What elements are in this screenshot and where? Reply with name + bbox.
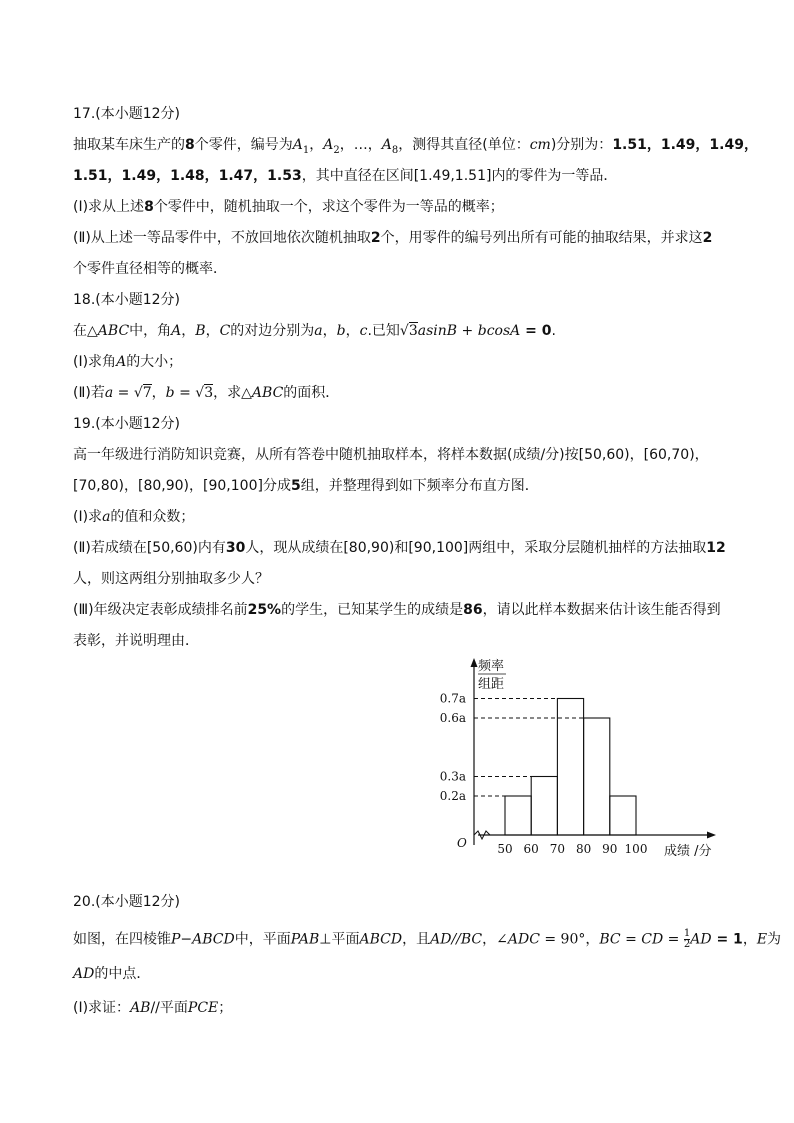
origin-label: O bbox=[457, 836, 467, 850]
histogram-bar bbox=[584, 718, 610, 835]
q17-part2-cont: 个零件直径相等的概率． bbox=[73, 261, 227, 277]
x-axis-arrow bbox=[707, 832, 716, 839]
q18-text-line1: 在△ABC中，角A，B，C的对边分别为a，b，c.已知√3asinB + bcosA = 0. bbox=[73, 323, 556, 339]
q17-part2: (Ⅱ)从上述一等品零件中，不放回地依次随机抽取2个，用零件的编号列出所有可能的抽取结果，并求这2 bbox=[73, 230, 713, 246]
fraction-one-half: $\frac{1}{2}$ bbox=[683, 928, 691, 950]
q17-header: 17.(本小题12分) bbox=[73, 106, 181, 122]
y-axis-label-top: 频率 bbox=[478, 659, 505, 674]
q20-header: 20.(本小题12分) bbox=[73, 894, 181, 910]
y-axis-label-bottom: 组距 bbox=[478, 677, 505, 692]
q19-text-line2: [70,80)，[80,90)，[90,100]分成5组，并整理得到如下频率分布直方图． bbox=[73, 478, 539, 494]
q17-text-line2: 1.51，1.49，1.48，1.47，1.53，其中直径在区间[1.49,1.51]内的零件为一等品． bbox=[73, 168, 618, 184]
q19-part2-cont: 人，则这两组分别抽取多少人？ bbox=[73, 571, 269, 587]
q20-text-line1: 如图，在四棱锥P−ABCD中，平面PAB⊥平面ABCD，且AD//BC，∠ADC = 90°，BC = CD = $\frac{1}{2}$ AD = 1，E为 bbox=[73, 928, 782, 950]
q18-part2: (Ⅱ)若a = √7，b = √3，求△ABC的面积． bbox=[73, 385, 340, 401]
x-tick-label: 90 bbox=[602, 842, 618, 856]
q19-part3-cont: 表彰，并说明理由． bbox=[73, 633, 199, 649]
x-tick-label: 80 bbox=[575, 842, 592, 856]
q19-header: 19.(本小题12分) bbox=[73, 416, 181, 432]
histogram-bar bbox=[531, 777, 557, 836]
y-tick-label: 0.3a bbox=[439, 769, 466, 784]
histogram-bar bbox=[557, 699, 583, 836]
x-tick-label: 60 bbox=[523, 842, 539, 856]
y-axis-arrow bbox=[471, 658, 478, 667]
x-tick-label: 70 bbox=[549, 842, 566, 856]
q18-part1: (Ⅰ)求角A的大小； bbox=[73, 354, 183, 370]
q20-text-line2: AD的中点． bbox=[73, 966, 151, 982]
histogram-bar bbox=[505, 796, 531, 835]
x-tick-label: 50 bbox=[497, 842, 513, 856]
q19-part1: (Ⅰ)求a的值和众数； bbox=[73, 509, 195, 525]
q18-header: 18.(本小题12分) bbox=[73, 292, 181, 308]
q20-part1: (Ⅰ)求证：AB//平面PCE； bbox=[73, 1000, 233, 1016]
y-tick-label: 0.2a bbox=[439, 789, 466, 803]
q19-part2: (Ⅱ)若成绩在[50,60)内有30人，现从成绩在[80,90)和[90,100]两组中，采取分层随机抽样的方法抽取12 bbox=[73, 540, 726, 556]
q17-part1: (Ⅰ)求从上述8个零件中，随机抽取一个，求这个零件为一等品的概率； bbox=[73, 199, 504, 215]
histogram-bar bbox=[610, 796, 636, 835]
q19-text-line1: 高一年级进行消防知识竞赛，从所有答卷中随机抽取样本，将样本数据(成绩/分)按[50,60)，[60,70)， bbox=[73, 447, 709, 463]
x-tick-label: 100 bbox=[624, 842, 648, 856]
x-axis-label: 成绩 /分 bbox=[664, 844, 712, 859]
y-tick-label: 0.7a bbox=[439, 691, 466, 706]
q17-text-line1: 抽取某车床生产的8个零件，编号为$A_1$，$A_2$，…，$A_8$，测得其直径(单位：cm)分别为：1.51，1.49，1.49， bbox=[73, 137, 758, 156]
q19-part3: (Ⅲ)年级决定表彰成绩排名前25%的学生，已知某学生的成绩是86，请以此样本数据来估计该生能否得到 bbox=[73, 602, 721, 618]
y-tick-label: 0.6a bbox=[439, 711, 466, 725]
